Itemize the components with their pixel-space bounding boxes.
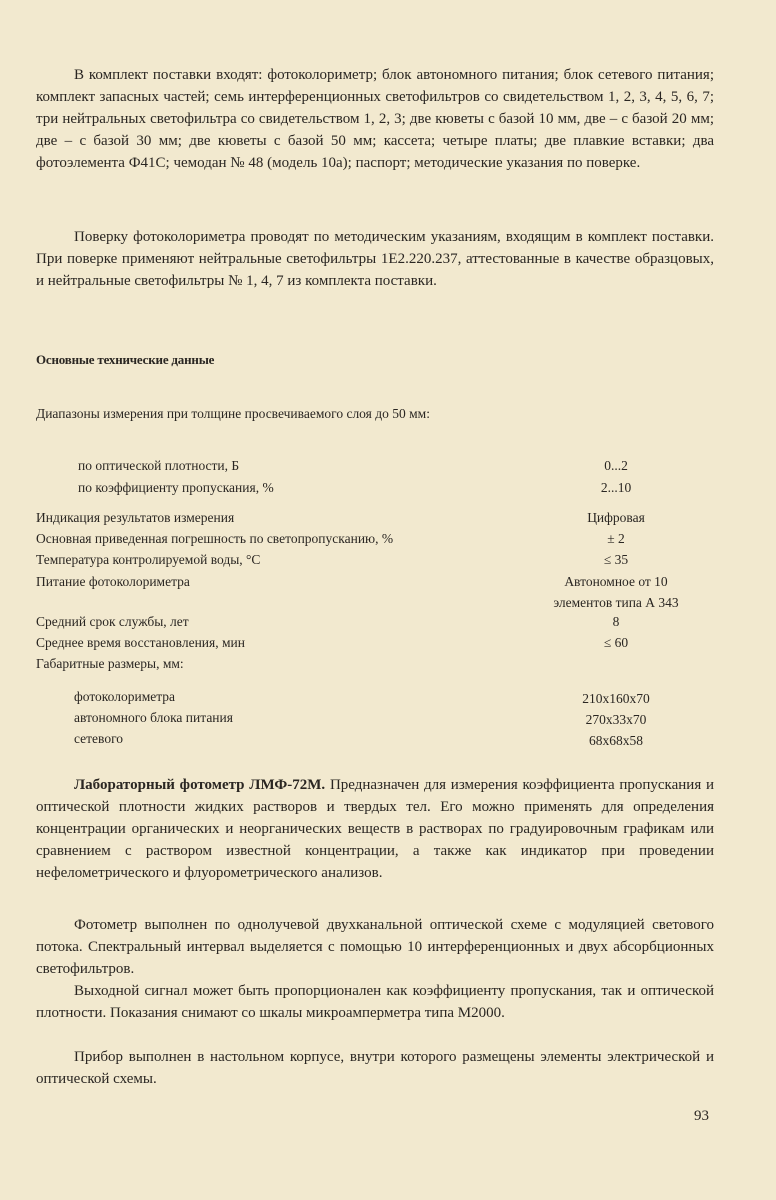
- spec-label: автономного блока питания: [74, 710, 233, 725]
- spec-value: ≤ 60: [603, 635, 629, 650]
- photometer-title: Лабораторный фотометр ЛМФ-72М.: [74, 777, 326, 793]
- spec-label: по коэффициенту пропускания, %: [78, 480, 274, 495]
- spec-label: Среднее время восстановления, мин: [36, 635, 245, 650]
- spec-value: Цифровая: [587, 510, 645, 525]
- spec-value: 8: [612, 614, 620, 629]
- spec-value: ± 2: [607, 531, 625, 546]
- spec-label: Основная приведенная погрешность по светопропусканию, %: [36, 531, 394, 546]
- verification-paragraph: Поверку фотоколориметра проводят по методическим указаниям, входящим в комплект поставки. При поверке применяют нейтральные светофильтры 1Е2.220.237, аттестованные в качестве образцовых, и нейтральные светофильтры № 1, 4, 7 из комплекта поставки.: [36, 229, 714, 289]
- photometer-paragraph-1: [36, 774, 714, 884]
- photometer-paragraph-4: Прибор выполнен в настольном корпусе, внутри которого размещены элементы электрической и оптической схемы.: [36, 1049, 714, 1087]
- spec-label: Средний срок службы, лет: [36, 614, 189, 629]
- page-number: 93: [694, 1108, 709, 1124]
- spec-label: Питание фотоколориметра: [36, 574, 190, 589]
- spec-label: фотоколориметра: [74, 689, 176, 704]
- spec-value: 0...2: [604, 458, 628, 473]
- spec-value: ≤ 35: [603, 552, 629, 567]
- spec-value: 210x160x70: [582, 691, 650, 706]
- spec-label: Температура контролируемой воды, °С: [36, 552, 261, 567]
- spec-value: Автономное от 10: [564, 574, 668, 589]
- specs-heading: Основные технические данные: [36, 352, 215, 367]
- spec-label: сетевого: [74, 731, 124, 746]
- spec-label: Индикация результатов измерения: [36, 510, 235, 525]
- spec-value-continued: элементов типа А 343: [553, 595, 679, 610]
- photometer-paragraph-2: Фотометр выполнен по однолучевой двухканальной оптической схеме с модуляцией светового потока. Спектральный интервал выделяется с помощью 10 интерференционных и двух абсорбционных светофильтров.: [36, 917, 714, 977]
- spec-label: по оптической плотности, Б: [78, 458, 240, 473]
- delivery-paragraph: В комплект поставки входят: фотоколориметр; блок автономного питания; блок сетевого питания; комплект запасных частей; семь интерференционных светофильтров со свидетельством 1, 2, 3, 4, 5, 6, 7; три нейтральных светофильтра со свидетельством 1, 2, 3; две кюветы с базой 10 мм, две – с базой 20 мм; две – с базой 30 мм; две кюветы с базой 50 мм; кассета; четыре платы; две плавкие вставки; два фотоэлемента Ф41С; чемодан № 48 (модель 10а); паспорт; методические указания по поверке.: [36, 67, 714, 171]
- spec-value: 270x33x70: [585, 712, 647, 727]
- photometer-p1-text: Предназначен для измерения коэффициента пропускания и оптической плотности жидких растворов и твердых тел. Его можно применять для определения концентрации органических и неорганических веществ в растворах по градуировочным графикам или сравнением с раствором известной концентрации, а также как индикатор при проведении нефелометрического и флуорометрического анализов.: [36, 777, 714, 881]
- photometer-paragraph-3: Выходной сигнал может быть пропорционален как коэффициенту пропускания, так и оптической плотности. Показания снимают со шкалы микроамперметра типа М2000.: [36, 983, 714, 1021]
- specs-intro: Диапазоны измерения при толщине просвечиваемого слоя до 50 мм:: [36, 406, 430, 421]
- spec-value: 68x68x58: [589, 733, 643, 748]
- spec-value: 2...10: [600, 480, 632, 495]
- spec-label: Габаритные размеры, мм:: [36, 656, 184, 671]
